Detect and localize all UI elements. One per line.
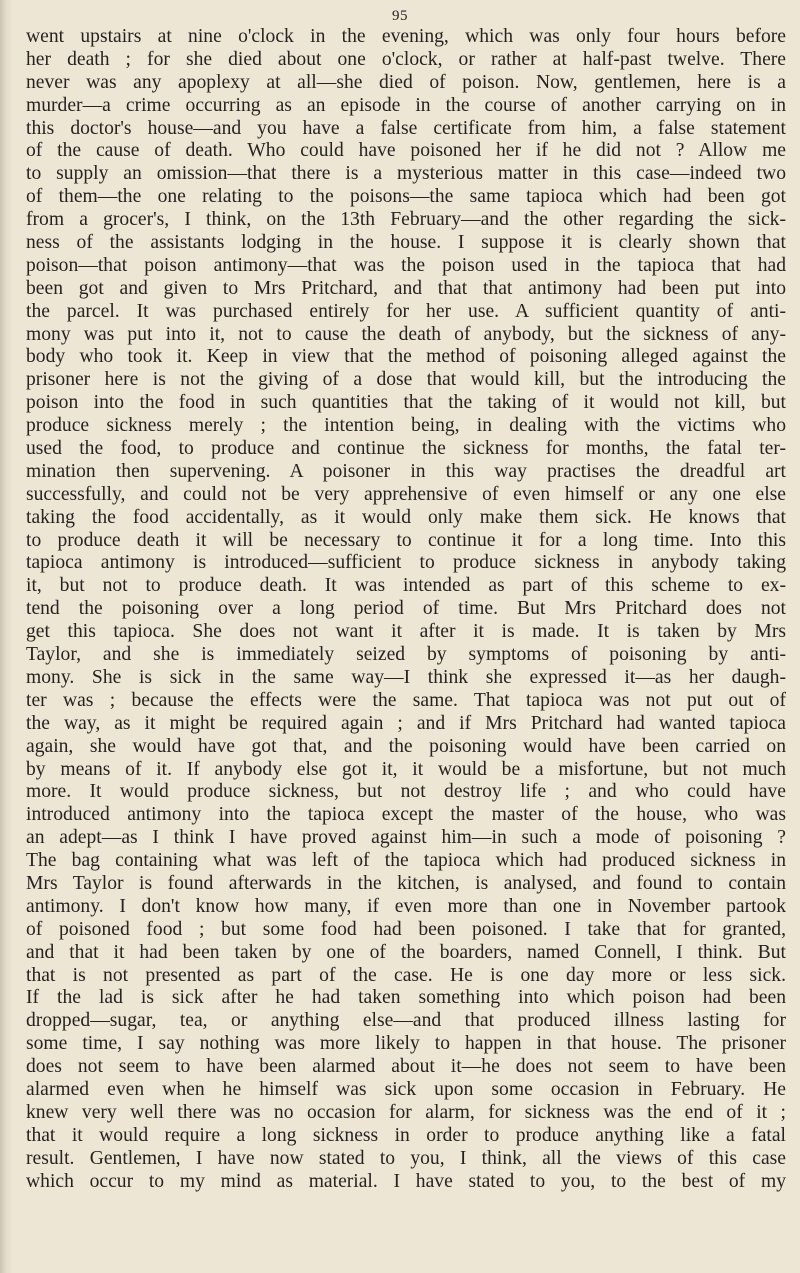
text-line: the way, as it might be required again ; and if Mrs Pritchard had wanted tapioca (26, 712, 786, 734)
text-line: Taylor, and she is immediately seized by symptoms of poisoning by anti- (26, 644, 786, 666)
text-line: to produce death it will be necessary to continue it for a long time. Into this (26, 529, 786, 551)
text-line: of them—the one relating to the poisons—the same tapioca which had been got (26, 186, 786, 208)
text-line: of the cause of death. Who could have poisoned her if he did not ? Allow me (26, 140, 786, 162)
text-line: successfully, and could not be very apprehensive of even himself or any one else (26, 483, 786, 505)
text-line: Mrs Taylor is found afterwards in the kitchen, is analysed, and found to contain (26, 872, 786, 894)
text-line: mony was put into it, not to cause the death of anybody, but the sickness of any- (26, 323, 786, 345)
text-line: the parcel. It was purchased entirely for her use. A sufficient quantity of anti- (26, 300, 786, 322)
text-line: ter was ; because the effects were the same. That tapioca was not put out of (26, 689, 786, 711)
text-line: mination then supervening. A poisoner in this way practises the dreadful art (26, 460, 786, 482)
text-line: ness of the assistants lodging in the house. I suppose it is clearly shown that (26, 232, 786, 254)
text-line: by means of it. If anybody else got it, it would be a misfortune, but not much (26, 758, 786, 780)
text-line: poison into the food in such quantities that the taking of it would not kill, but (26, 392, 786, 414)
text-line: antimony. I don't know how many, if even more than one in November partook (26, 895, 786, 917)
text-line: tend the poisoning over a long period of time. But Mrs Pritchard does not (26, 598, 786, 620)
text-line: introduced antimony into the tapioca except the master of the house, who was (26, 804, 786, 826)
text-line: more. It would produce sickness, but not destroy life ; and who could have (26, 781, 786, 803)
text-line: knew very well there was no occasion for alarm, for sickness was the end of it ; (26, 1101, 786, 1123)
text-line: body who took it. Keep in view that the method of poisoning alleged against the (26, 346, 786, 368)
text-line: been got and given to Mrs Pritchard, and that that antimony had been put into (26, 277, 786, 299)
text-line: this doctor's house—and you have a false certificate from him, a false statement (26, 117, 786, 139)
text-line: it, but not to produce death. It was intended as part of this scheme to ex- (26, 575, 786, 597)
text-line: taking the food accidentally, as it would only make them sick. He knows that (26, 506, 786, 528)
text-line: that is not presented as part of the case. He is one day more or less sick. (26, 964, 786, 986)
text-line: used the food, to produce and continue the sickness for months, the fatal ter- (26, 438, 786, 460)
text-line: went upstairs at nine o'clock in the evening, which was only four hours before (26, 26, 786, 47)
text-line: never was any apoplexy at all—she died of poison. Now, gentlemen, here is a (26, 71, 786, 93)
body-text (26, 26, 786, 1193)
text-line: get this tapioca. She does not want it after it is made. It is taken by Mrs (26, 621, 786, 643)
text-line: result. Gentlemen, I have now stated to you, I think, all the views of this case (26, 1147, 786, 1169)
text-line: of poisoned food ; but some food had been poisoned. I take that for granted, (26, 918, 786, 940)
text-line: again, she would have got that, and the poisoning would have been carried on (26, 735, 786, 757)
text-line: poison—that poison antimony—that was the poison used in the tapioca that had (26, 254, 786, 276)
text-line: The bag containing what was left of the tapioca which had produced sickness in (26, 850, 786, 872)
text-line: that it would require a long sickness in order to produce anything like a fatal (26, 1124, 786, 1146)
text-line: If the lad is sick after he had taken something into which poison had been (26, 987, 786, 1009)
text-line: murder—a crime occurring as an episode in the course of another carrying on in (26, 94, 786, 116)
text-line: dropped—sugar, tea, or anything else—and that produced illness lasting for (26, 1010, 786, 1032)
text-line: her death ; for she died about one o'clock, or rather at half-past twelve. There (26, 48, 786, 70)
text-line: prisoner here is not the giving of a dose that would kill, but the introducing the (26, 369, 786, 391)
text-line: to supply an omission—that there is a mysterious matter in this case—indeed two (26, 163, 786, 185)
text-line: produce sickness merely ; the intention being, in dealing with the victims who (26, 415, 786, 437)
page-number: 95 (392, 8, 408, 24)
text-line: some time, I say nothing was more likely to happen in that house. The prisoner (26, 1033, 786, 1055)
text-line: which occur to my mind as material. I have stated to you, to the best of my (26, 1170, 786, 1192)
text-line: from a grocer's, I think, on the 13th February—and the other regarding the sick- (26, 209, 786, 231)
text-line: mony. She is sick in the same way—I think she expressed it—as her daugh- (26, 666, 786, 688)
text-line: alarmed even when he himself was sick upon some occasion in February. He (26, 1078, 786, 1100)
text-line: and that it had been taken by one of the boarders, named Connell, I think. But (26, 941, 786, 963)
text-line: tapioca antimony is introduced—sufficient to produce sickness in anybody taking (26, 552, 786, 574)
text-line: an adept—as I think I have proved against him—in such a mode of poisoning ? (26, 827, 786, 849)
text-line: does not seem to have been alarmed about it—he does not seem to have been (26, 1056, 786, 1078)
